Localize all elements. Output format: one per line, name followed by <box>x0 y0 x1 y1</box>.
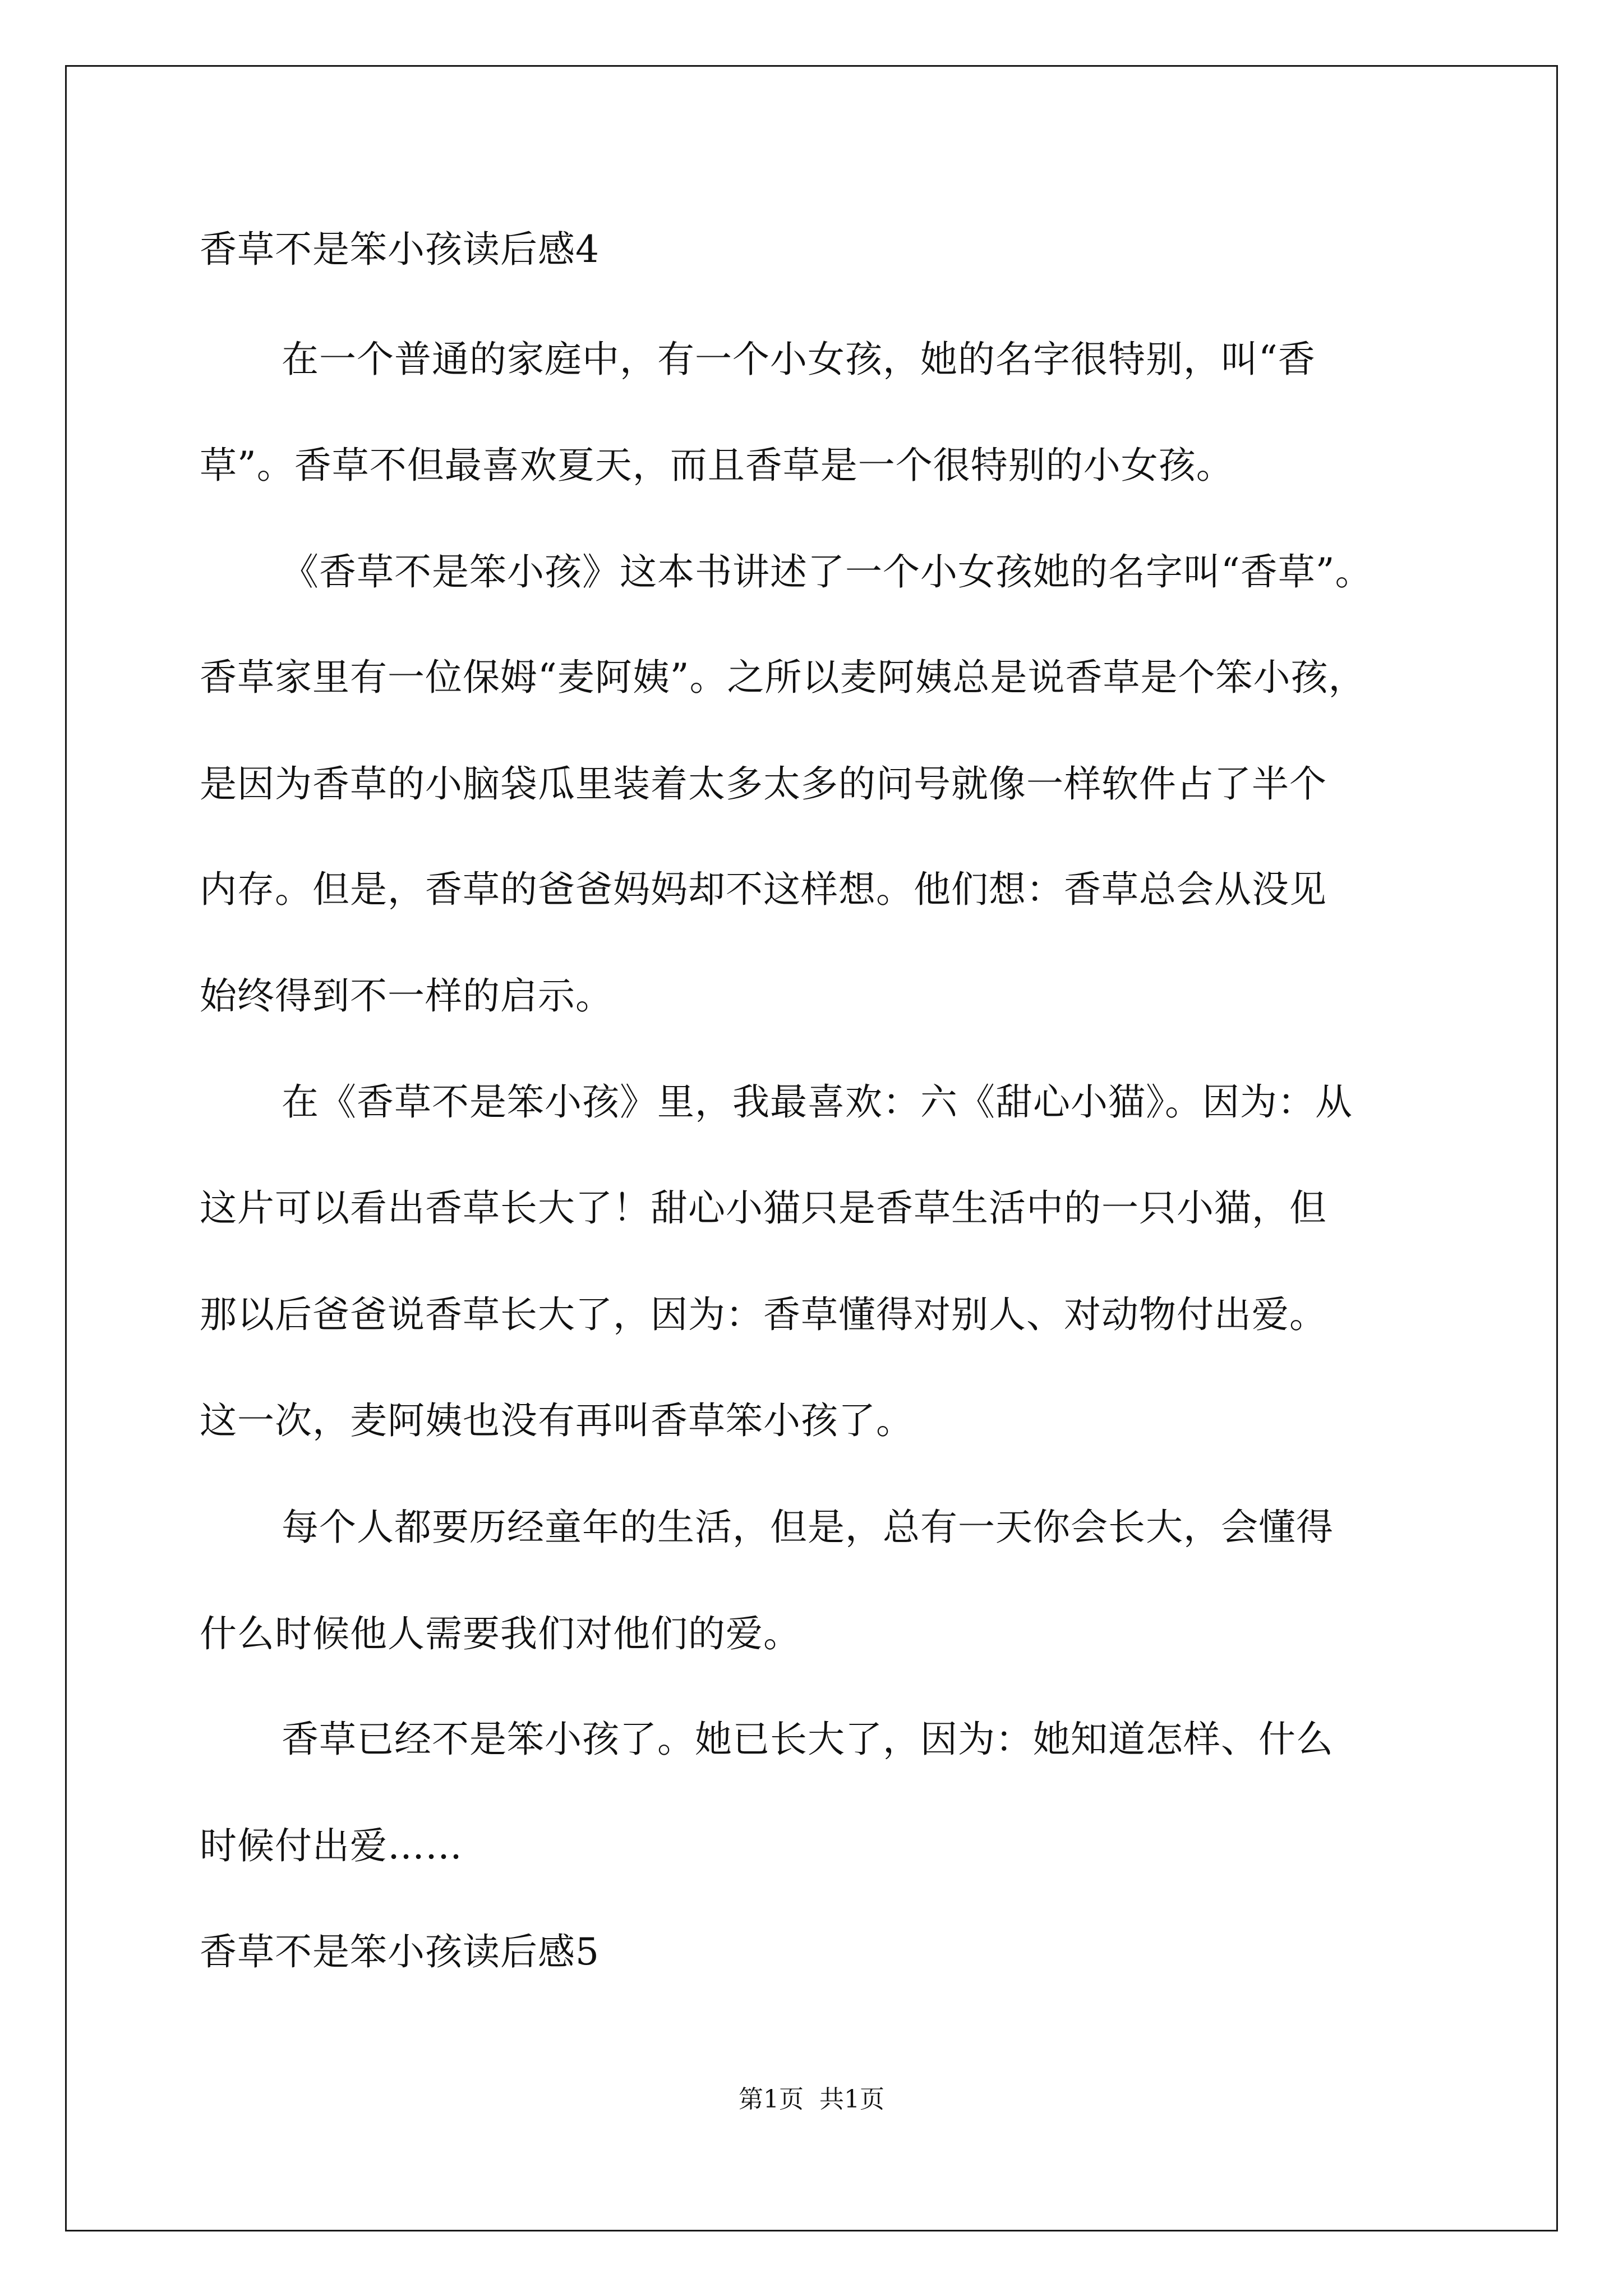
paragraph-3-line-4: 这一次，麦阿姨也没有再叫香草笨小孩了。 <box>200 1399 914 1442</box>
section-heading-4: 香草不是笨小孩读后感4 <box>200 228 600 271</box>
paragraph-2-line-2: 香草家里有一位保姆“麦阿姨”。之所以麦阿姨总是说香草是个笨小孩， <box>200 656 1366 699</box>
paragraph-4-line-1: 每个人都要历经童年的生活，但是，总有一天你会长大，会懂得 <box>282 1506 1334 1549</box>
paragraph-4-line-2: 什么时候他人需要我们对他们的爱。 <box>200 1612 801 1655</box>
page-border <box>65 65 1558 2231</box>
paragraph-2-line-3: 是因为香草的小脑袋瓜里装着太多太多的问号就像一样软件占了半个 <box>200 762 1327 806</box>
paragraph-3-line-1: 在《香草不是笨小孩》里，我最喜欢：六《甜心小猫》。因为：从 <box>282 1080 1353 1124</box>
page-footer <box>0 2084 1623 2115</box>
paragraph-1-line-1: 在一个普通的家庭中，有一个小女孩，她的名字很特别，叫“香 <box>282 338 1316 381</box>
paragraph-2-line-5: 始终得到不一样的启示。 <box>200 974 613 1018</box>
paragraph-3-line-3: 那以后爸爸说香草长大了，因为：香草懂得对别人、对动物付出爱。 <box>200 1293 1327 1336</box>
paragraph-3-line-2: 这片可以看出香草长大了！甜心小猫只是香草生活中的一只小猫，但 <box>200 1186 1327 1230</box>
section-heading-5: 香草不是笨小孩读后感5 <box>200 1930 600 1973</box>
paragraph-5-line-1: 香草已经不是笨小孩了。她已长大了，因为：她知道怎样、什么 <box>282 1718 1334 1761</box>
paragraph-5-line-2: 时候付出爱…… <box>200 1824 463 1867</box>
paragraph-2-line-4: 内存。但是，香草的爸爸妈妈却不这样想。他们想：香草总会从没见 <box>200 868 1327 911</box>
paragraph-1-line-2: 草”。香草不但最喜欢夏天，而且香草是一个很特别的小女孩。 <box>200 444 1234 487</box>
page-total: 共1页 <box>819 2085 884 2114</box>
page-number: 第1页 <box>739 2085 804 2114</box>
paragraph-2-line-1: 《香草不是笨小孩》这本书讲述了一个小女孩她的名字叫“香草”。 <box>282 550 1373 593</box>
